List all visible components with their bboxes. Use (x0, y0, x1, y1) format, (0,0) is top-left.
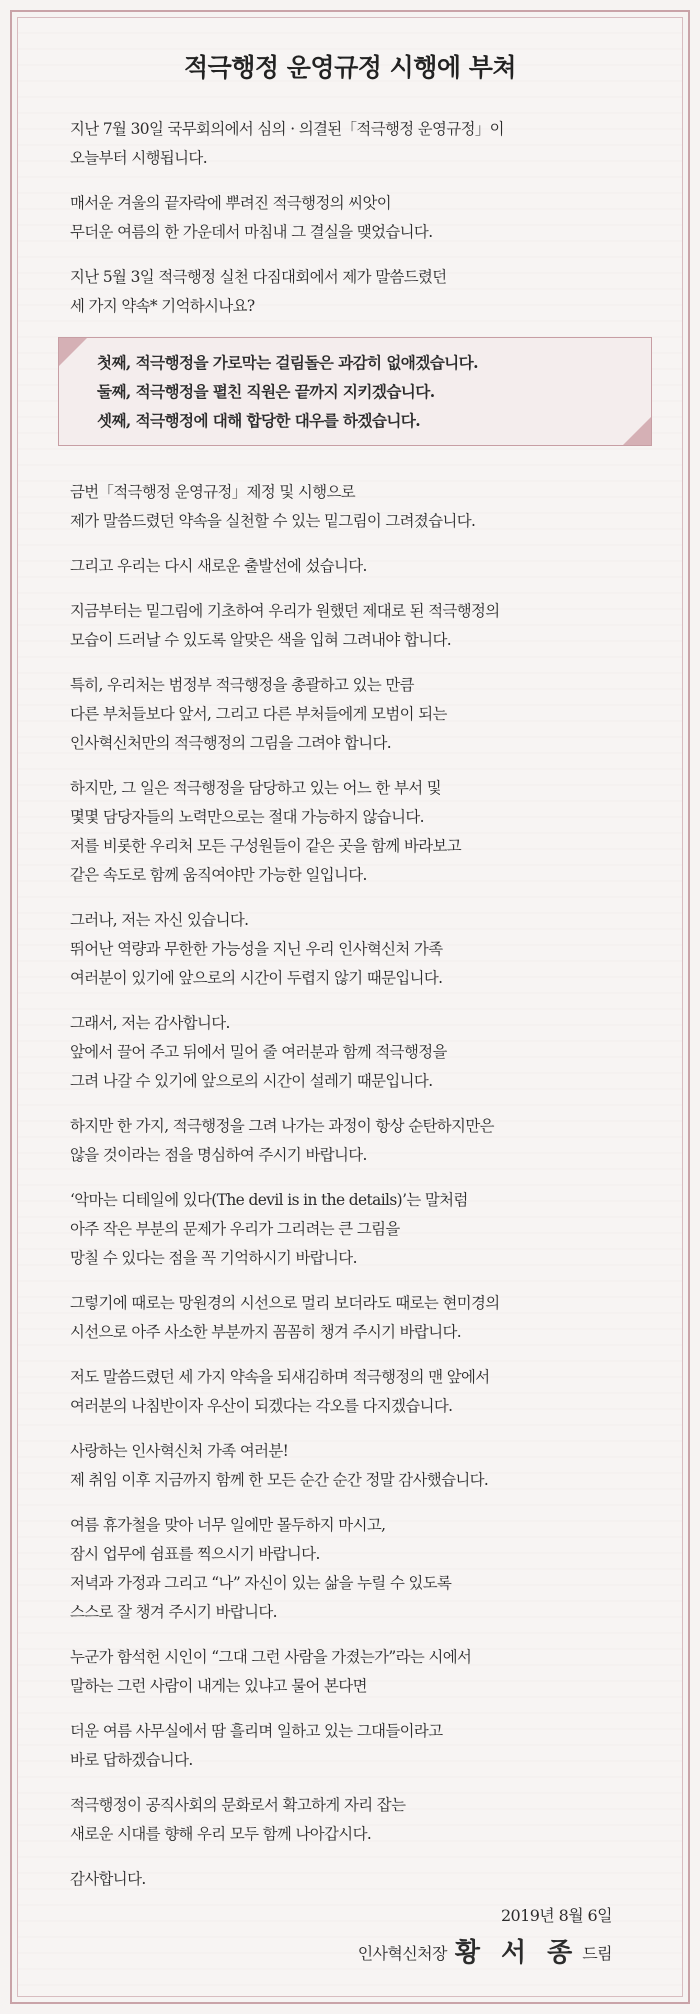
paragraph (70, 115, 640, 173)
paragraph (70, 597, 640, 655)
paragraph-line: 그리고 우리는 다시 새로운 출발선에 섰습니다. (70, 557, 367, 575)
paragraph-line: 다른 부처들보다 앞서, 그리고 다른 부처들에게 모범이 되는 (70, 705, 447, 723)
paragraph-line: 오늘부터 시행됩니다. (70, 149, 207, 167)
paragraph (70, 1643, 640, 1701)
paragraph-line: 적극행정이 공직사회의 문화로서 확고하게 자리 잡는 (70, 1796, 406, 1814)
paragraph-line: 하지만, 그 일은 적극행정을 담당하고 있는 어느 한 부서 및 (70, 779, 442, 797)
paragraph-line: 뛰어난 역량과 무한한 가능성을 지닌 우리 인사혁신처 가족 (70, 940, 443, 958)
paragraph-line: 무더운 여름의 한 가운데서 마침내 그 결실을 맺었습니다. (70, 223, 433, 241)
paragraph-line: 지난 5월 3일 적극행정 실천 다짐대회에서 제가 말씀드렸던 (70, 268, 447, 286)
paragraph-line: 시선으로 아주 사소한 부분까지 꼼꼼히 챙겨 주시기 바랍니다. (70, 1323, 462, 1341)
letter-body (70, 115, 640, 1969)
paragraph-line: 매서운 겨울의 끝자락에 뿌려진 적극행정의 씨앗이 (70, 194, 392, 212)
paragraph-line: 망칠 수 있다는 점을 꼭 기억하시기 바랍니다. (70, 1249, 357, 1267)
paragraphs-before-box (70, 115, 640, 321)
paragraph-line: 그려 나갈 수 있기에 앞으로의 시간이 설레기 때문입니다. (70, 1072, 433, 1090)
paragraph-line: 사랑하는 인사혁신처 가족 여러분! (70, 1442, 289, 1460)
signature-suffix: 드림 (582, 1944, 612, 1963)
letter-date: 2019년 8월 6일 (500, 1906, 612, 1925)
paragraph (70, 906, 640, 993)
paragraph (70, 1511, 640, 1627)
page-title: 적극행정 운영규정 시행에 부쳐 (183, 53, 517, 82)
promise-line: 첫째, 적극행정을 가로막는 걸림돌은 과감히 없애겠습니다. (97, 353, 478, 372)
paragraph-line: 여러분이 있기에 앞으로의 시간이 두렵지 않기 때문입니다. (70, 969, 443, 987)
paragraph-line: 인사혁신처만의 적극행정의 그림을 그려야 합니다. (70, 734, 392, 752)
paragraph (70, 1437, 640, 1495)
paragraph (70, 552, 640, 581)
paragraph-line: 않을 것이라는 점을 명심하여 주시기 바랍니다. (70, 1146, 367, 1164)
paragraph-line: 그렇기에 때로는 망원경의 시선으로 멀리 보더라도 때로는 현미경의 (70, 1294, 500, 1312)
paragraph-line: 아주 작은 부분의 문제가 우리가 그리려는 큰 그림을 (70, 1220, 400, 1238)
paragraph-line: 제 취임 이후 지금까지 함께 한 모든 순간 순간 정말 감사했습니다. (70, 1471, 489, 1489)
paragraph (70, 774, 640, 890)
paragraph-line: 그래서, 저는 감사합니다. (70, 1014, 230, 1032)
paragraph (70, 1289, 640, 1347)
paragraph-line: 여름 휴가철을 맞아 너무 일에만 몰두하지 마시고, (70, 1516, 386, 1534)
paragraph-line: 바로 답하겠습니다. (70, 1751, 193, 1769)
paragraph (70, 189, 640, 247)
paragraph (70, 478, 640, 536)
paragraph (70, 1363, 640, 1421)
paragraph-line: 지난 7월 30일 국무회의에서 심의 · 의결된「적극행정 운영규정」이 (70, 120, 504, 138)
paragraph-line: 감사합니다. (70, 1870, 146, 1888)
paragraph-line: 앞에서 끌어 주고 뒤에서 밀어 줄 여러분과 함께 적극행정을 (70, 1043, 447, 1061)
signature-position: 인사혁신처장 (357, 1944, 447, 1963)
paragraph-line: 모습이 드러날 수 있도록 알맞은 색을 입혀 그려내야 합니다. (70, 631, 452, 649)
paragraph-line: 같은 속도로 함께 움직여야만 가능한 일입니다. (70, 866, 367, 884)
paragraph-line: 몇몇 담당자들의 노력만으로는 절대 가능하지 않습니다. (70, 808, 424, 826)
paragraph-line: ‘악마는 디테일에 있다(The devil is in the details)’는 말처럼 (70, 1191, 468, 1209)
paragraph-line: 세 가지 약속* 기억하시나요? (70, 297, 255, 315)
paragraph-line: 더운 여름 사무실에서 땀 흘리며 일하고 있는 그대들이라고 (70, 1722, 443, 1740)
signature (70, 1938, 612, 1969)
paragraph (70, 1009, 640, 1096)
corner-ribbon-top-left (59, 338, 87, 366)
paragraph (70, 1186, 640, 1273)
promise-line: 둘째, 적극행정을 펼친 직원은 끝까지 지키겠습니다. (97, 382, 435, 401)
paragraph-line: 저도 말씀드렸던 세 가지 약속을 되새김하며 적극행정의 맨 앞에서 (70, 1368, 490, 1386)
promise-line: 셋째, 적극행정에 대해 합당한 대우를 하겠습니다. (97, 411, 421, 430)
paragraph-line: 말하는 그런 사람이 내게는 있냐고 물어 본다면 (70, 1677, 367, 1695)
paragraph-line: 저를 비롯한 우리처 모든 구성원들이 같은 곳을 함께 바라보고 (70, 837, 462, 855)
paragraph-line: 하지만 한 가지, 적극행정을 그려 나가는 과정이 항상 순탄하지만은 (70, 1117, 494, 1135)
paragraph-line: 지금부터는 밑그림에 기초하여 우리가 원했던 제대로 된 적극행정의 (70, 602, 500, 620)
paragraph-line: 그러나, 저는 자신 있습니다. (70, 911, 249, 929)
promise-box (58, 337, 652, 446)
paragraph (70, 671, 640, 758)
paragraph (70, 1112, 640, 1170)
paragraph-line: 특히, 우리처는 범정부 적극행정을 총괄하고 있는 만큼 (70, 676, 414, 694)
paragraph-line: 잠시 업무에 쉼표를 찍으시기 바랍니다. (70, 1545, 320, 1563)
paragraph (70, 263, 640, 321)
signature-name: 황 서 종 (454, 1938, 579, 1968)
paragraph-line: 제가 말씀드렸던 약속을 실천할 수 있는 밑그림이 그려졌습니다. (70, 512, 476, 530)
paragraph (70, 1791, 640, 1849)
paragraph-line: 금번「적극행정 운영규정」제정 및 시행으로 (70, 483, 356, 501)
paragraph-line: 새로운 시대를 향해 우리 모두 함께 나아갑시다. (70, 1825, 372, 1843)
paragraph-line: 여러분의 나침반이자 우산이 되겠다는 각오를 다지겠습니다. (70, 1397, 453, 1415)
paragraphs-after-box (70, 478, 640, 1894)
paragraph-line: 저녁과 가정과 그리고 “나” 자신이 있는 삶을 누릴 수 있도록 (70, 1574, 452, 1592)
corner-ribbon-bottom-right (623, 417, 651, 445)
paragraph (70, 1865, 640, 1894)
paragraph (70, 1717, 640, 1775)
paragraph-line: 누군가 함석헌 시인이 “그대 그런 사람을 가졌는가”라는 시에서 (70, 1648, 472, 1666)
paragraph-line: 스스로 잘 챙겨 주시기 바랍니다. (70, 1603, 277, 1621)
